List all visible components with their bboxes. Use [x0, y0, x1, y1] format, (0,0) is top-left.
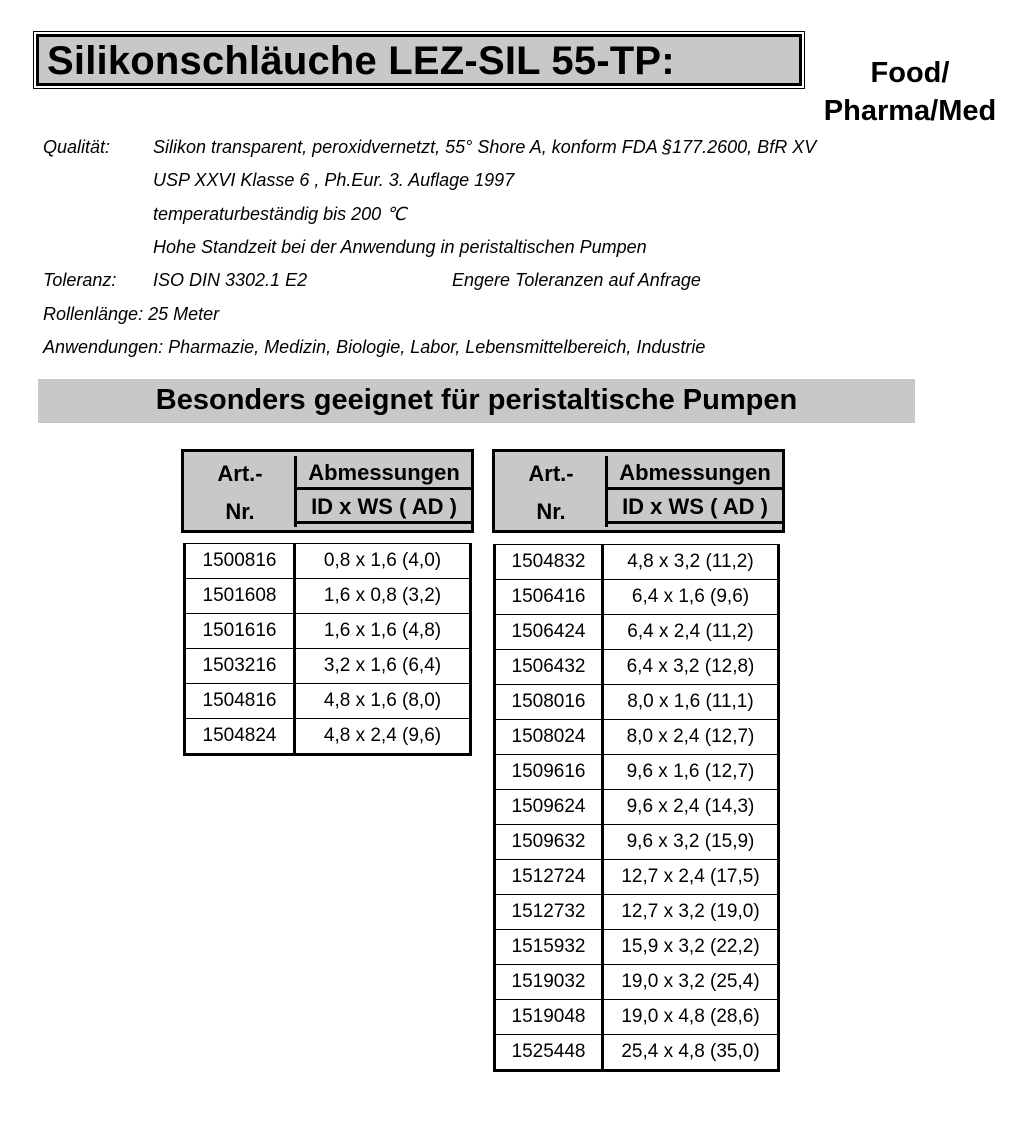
article-number: 1512732: [495, 895, 603, 930]
article-number: 1500816: [185, 544, 295, 579]
dimensions: 15,9 x 3,2 (22,2): [603, 930, 779, 965]
table-row: [495, 580, 779, 615]
dimensions: 19,0 x 4,8 (28,6): [603, 1000, 779, 1035]
dimensions: 12,7 x 3,2 (19,0): [603, 895, 779, 930]
article-number: 1519048: [495, 1000, 603, 1035]
quality-line: temperaturbeständig bis 200 ℃: [153, 204, 407, 224]
header-text: ID x WS ( AD ): [297, 490, 471, 524]
dimensions: 4,8 x 3,2 (11,2): [603, 545, 779, 580]
dimensions: 6,4 x 1,6 (9,6): [603, 580, 779, 615]
table-row: [495, 965, 779, 1000]
article-number: 1519032: [495, 965, 603, 1000]
table-row: [495, 825, 779, 860]
table-row: [495, 930, 779, 965]
quality-line: Hohe Standzeit bei der Anwendung in peristaltischen Pumpen: [153, 237, 647, 257]
quality-line: USP XXVI Klasse 6 , Ph.Eur. 3. Auflage 1997: [153, 170, 515, 190]
article-number: 1506432: [495, 650, 603, 685]
article-number: 1504816: [185, 684, 295, 719]
table-row: [495, 895, 779, 930]
table-right: [493, 544, 780, 1072]
article-number: 1508016: [495, 685, 603, 720]
dimensions: 4,8 x 2,4 (9,6): [295, 719, 471, 755]
article-number: 1503216: [185, 649, 295, 684]
dimensions: 0,8 x 1,6 (4,0): [295, 544, 471, 579]
section-banner: [38, 379, 915, 423]
page-title: Silikonschläuche LEZ-SIL 55-TP:: [47, 39, 675, 83]
dimensions: 8,0 x 2,4 (12,7): [603, 720, 779, 755]
dimensions: 6,4 x 3,2 (12,8): [603, 650, 779, 685]
header-text: Art.-: [528, 461, 574, 486]
header-text: ID x WS ( AD ): [608, 490, 782, 524]
table-row: [495, 650, 779, 685]
quality-label: Qualität:: [43, 137, 111, 157]
dimensions: 9,6 x 1,6 (12,7): [603, 755, 779, 790]
article-number: 1504832: [495, 545, 603, 580]
header-text: Nr.: [536, 499, 566, 524]
header-text: Abmessungen: [608, 456, 782, 490]
category-line-2: Pharma/Med: [823, 95, 997, 127]
header-dimensions: [605, 456, 782, 527]
article-number: 1512724: [495, 860, 603, 895]
article-number: 1509624: [495, 790, 603, 825]
table-left-header: [181, 449, 474, 533]
table-right-header: [492, 449, 785, 533]
article-number: 1508024: [495, 720, 603, 755]
section-banner-text: Besonders geeignet für peristaltische Pumpen: [155, 384, 798, 416]
table-row: [185, 719, 471, 755]
article-number: 1504824: [185, 719, 295, 755]
article-number: 1506424: [495, 615, 603, 650]
dimensions: 9,6 x 2,4 (14,3): [603, 790, 779, 825]
table-row: [495, 1035, 779, 1071]
header-text: Art.-: [217, 461, 263, 486]
category-line-1: Food/: [870, 57, 950, 89]
table-row: [185, 614, 471, 649]
dimensions: 8,0 x 1,6 (11,1): [603, 685, 779, 720]
dimensions: 3,2 x 1,6 (6,4): [295, 649, 471, 684]
dimensions: 1,6 x 1,6 (4,8): [295, 614, 471, 649]
table-row: [185, 649, 471, 684]
table-row: [185, 684, 471, 719]
article-number: 1506416: [495, 580, 603, 615]
header-art-nr: [499, 456, 603, 526]
article-number: 1501616: [185, 614, 295, 649]
article-number: 1515932: [495, 930, 603, 965]
header-text: Abmessungen: [297, 456, 471, 490]
category-label: [810, 54, 1010, 130]
table-row: [495, 720, 779, 755]
dimensions: 4,8 x 1,6 (8,0): [295, 684, 471, 719]
quality-line: Silikon transparent, peroxidvernetzt, 55° Shore A, konform FDA §177.2600, BfR XV: [153, 137, 817, 157]
tolerance-value: ISO DIN 3302.1 E2: [153, 270, 308, 290]
article-number: 1501608: [185, 579, 295, 614]
header-art-nr: [188, 456, 292, 526]
table-row: [495, 545, 779, 580]
article-number: 1509616: [495, 755, 603, 790]
roll-length: Rollenlänge: 25 Meter: [43, 304, 220, 324]
table-row: [495, 685, 779, 720]
header-text: Nr.: [225, 499, 255, 524]
table-left: [183, 543, 472, 756]
dimensions: 9,6 x 3,2 (15,9): [603, 825, 779, 860]
dimensions: 19,0 x 3,2 (25,4): [603, 965, 779, 1000]
article-number: 1525448: [495, 1035, 603, 1071]
table-row: [495, 860, 779, 895]
dimensions: 25,4 x 4,8 (35,0): [603, 1035, 779, 1071]
table-row: [495, 615, 779, 650]
dimensions: 1,6 x 0,8 (3,2): [295, 579, 471, 614]
title-box: [36, 34, 802, 86]
table-row: [185, 579, 471, 614]
table-row: [495, 755, 779, 790]
dimensions: 12,7 x 2,4 (17,5): [603, 860, 779, 895]
tolerance-note: Engere Toleranzen auf Anfrage: [452, 270, 701, 290]
applications: Anwendungen: Pharmazie, Medizin, Biologie, Labor, Lebensmittelbereich, Industrie: [43, 337, 706, 357]
table-row: [185, 544, 471, 579]
dimensions: 6,4 x 2,4 (11,2): [603, 615, 779, 650]
table-row: [495, 1000, 779, 1035]
article-number: 1509632: [495, 825, 603, 860]
tolerance-label: Toleranz:: [43, 270, 117, 290]
header-dimensions: [294, 456, 471, 527]
table-row: [495, 790, 779, 825]
